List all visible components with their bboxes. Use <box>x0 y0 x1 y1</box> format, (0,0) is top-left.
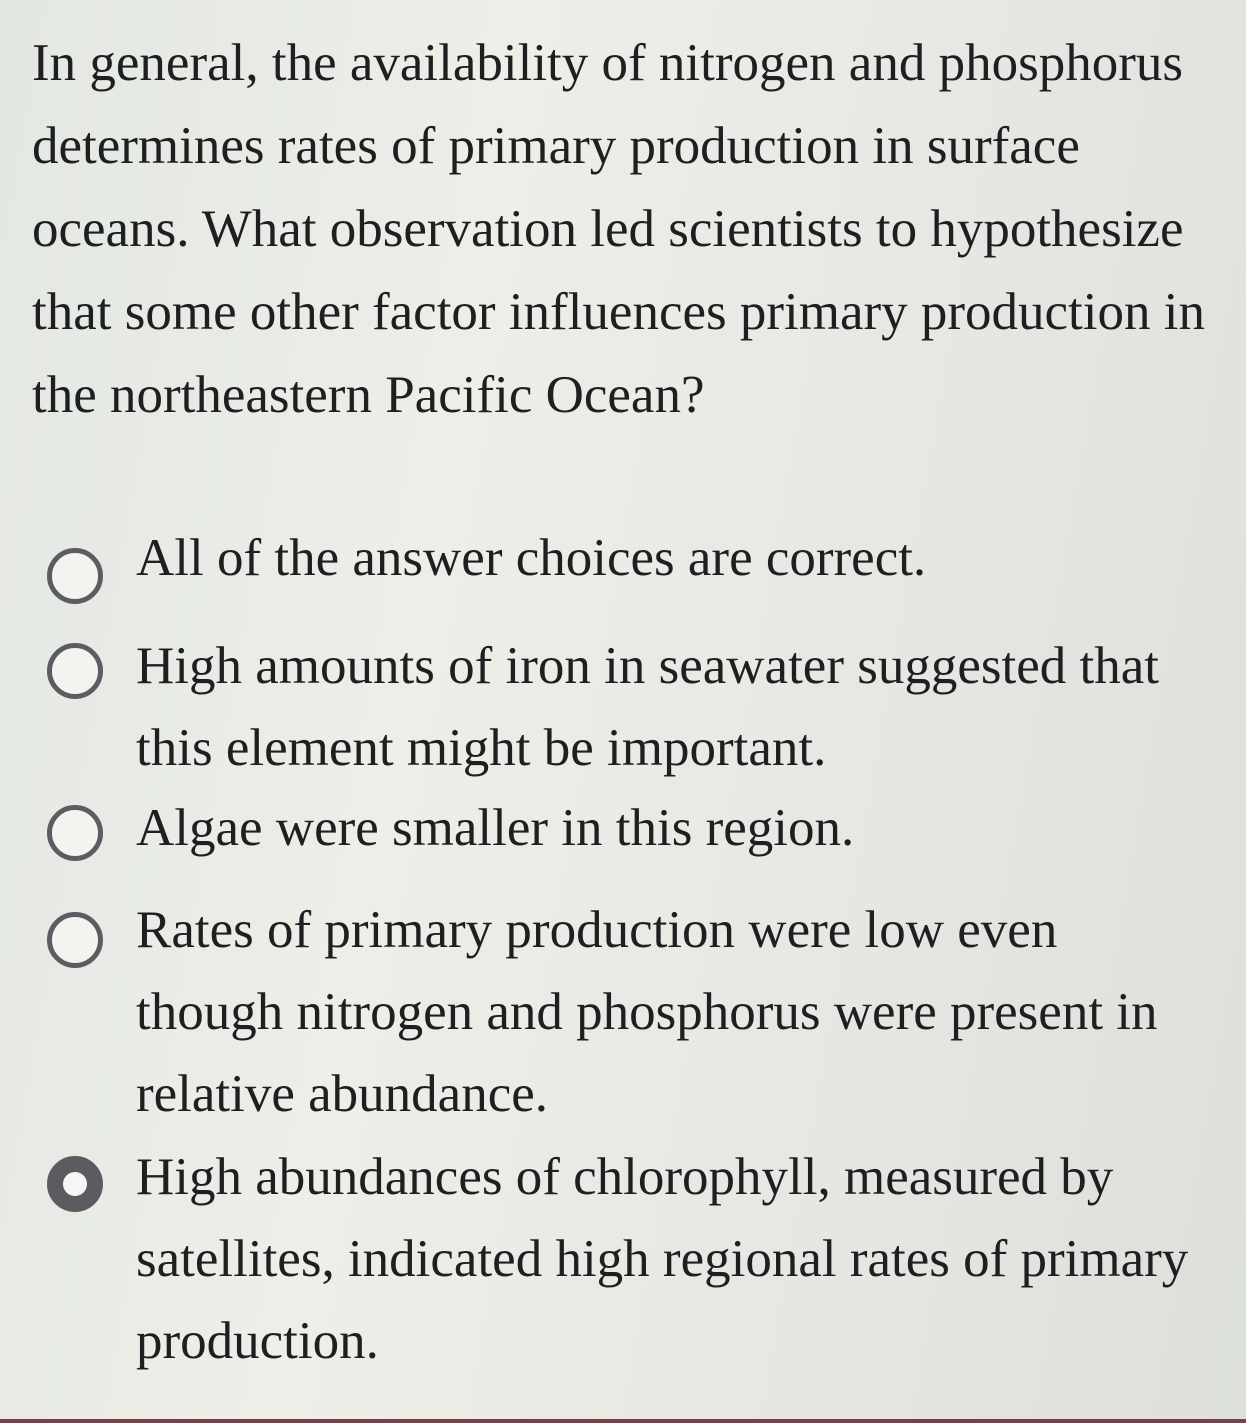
option-label: Algae were smaller in this region. <box>136 799 855 857</box>
option-label: All of the answer choices are correct. <box>136 529 927 587</box>
radio-button-icon[interactable] <box>47 805 103 861</box>
radio-button-selected-icon[interactable] <box>47 1156 103 1212</box>
radio-button-icon[interactable] <box>47 643 103 699</box>
bottom-border <box>0 1419 1246 1423</box>
radio-button-icon[interactable] <box>47 548 103 604</box>
option-label: High amounts of iron in seawater suggested that this element might be important. <box>136 637 1159 777</box>
option-label: High abundances of chlorophyll, measured by satellites, indicated high regional rates of primary production. <box>136 1148 1189 1370</box>
question-text: In general, the availability of nitrogen and phosphorus determines rates of primary production in surface oceans. What observation led scientists to hypothesize that some other factor influences primary production in the northeastern Pacific Ocean? <box>32 34 1205 424</box>
option-label: Rates of primary production were low even though nitrogen and phosphorus were present in relative abundance. <box>136 901 1158 1123</box>
radio-button-icon[interactable] <box>47 912 103 968</box>
